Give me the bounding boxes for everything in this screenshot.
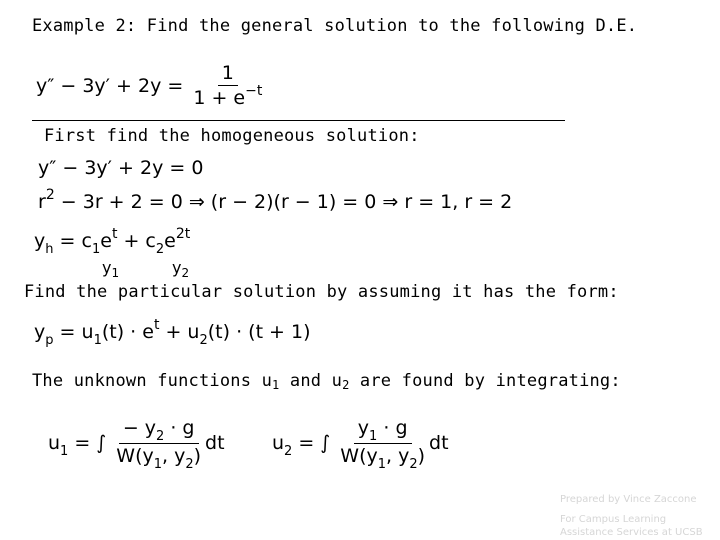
- yh-label-y1: [102, 258, 120, 280]
- u2-den-b: , y: [386, 445, 410, 467]
- yp-term1-exponent: t: [153, 317, 160, 333]
- u2-den-a-sub: 1: [377, 457, 387, 472]
- credit-line-2: For Campus Learning: [560, 514, 667, 525]
- yh-equals-c: = c: [53, 230, 92, 252]
- unknown-text-part2: are found by integrating:: [349, 371, 621, 391]
- de-den-exponent: −t: [245, 83, 263, 99]
- y2-label-sub: 2: [181, 266, 190, 280]
- yh-y: y: [34, 230, 46, 252]
- homogeneous-equation: y″ − 3y′ + 2y = 0: [38, 157, 204, 179]
- yh-c1-subscript: 1: [91, 242, 101, 257]
- u2-num-b: · g: [377, 417, 408, 439]
- u1-subscript: 1: [60, 444, 69, 459]
- unknown-text-mid: and u: [279, 371, 343, 391]
- unknown-text-sub2: 2: [342, 378, 350, 392]
- u1-integral: [48, 417, 225, 470]
- u1-den-b: , y: [162, 445, 186, 467]
- u1-num-b: · g: [164, 417, 195, 439]
- yp-term1: (t) · e: [101, 321, 154, 343]
- de-denominator: [189, 83, 266, 111]
- u1-den-a: W(y: [116, 445, 154, 467]
- u1-integral-sign: = ∫: [68, 432, 107, 454]
- u2-integral: [272, 417, 449, 470]
- u1-numerator: [119, 417, 199, 444]
- yh-plus-c: + c: [117, 230, 156, 252]
- credit-line-3: Assistance Services at UCSB: [560, 527, 703, 538]
- credit-line-1: Prepared by Vince Zaccone: [560, 494, 697, 505]
- homogeneous-solution: [34, 226, 191, 257]
- u2-num-a-sub: 1: [369, 429, 378, 444]
- yp-u1-subscript: 1: [93, 333, 102, 348]
- unknown-text-sub1: 1: [272, 378, 280, 392]
- yp-u2-subscript: 2: [199, 333, 208, 348]
- particular-heading: Find the particular solution by assuming it has the form:: [24, 282, 619, 302]
- u2-den-a: W(y: [340, 445, 378, 467]
- unknown-text-part1: The unknown functions u: [32, 371, 273, 391]
- char-r-exponent: 2: [45, 187, 55, 203]
- u2-den-c: ): [417, 445, 426, 467]
- yh-e1: e: [100, 230, 112, 252]
- unknown-functions-text: [32, 371, 621, 391]
- u1-den-c: ): [193, 445, 202, 467]
- y1-label: y: [102, 258, 112, 277]
- de-fraction: [189, 62, 266, 111]
- particular-solution-form: [34, 317, 311, 348]
- u2-integral-sign: = ∫: [292, 432, 331, 454]
- de-den-base: 1 + e: [193, 87, 246, 109]
- characteristic-equation: [38, 187, 513, 213]
- char-rest: − 3r + 2 = 0 ⇒ (r − 2)(r − 1) = 0 ⇒ r = 1, r = 2: [54, 191, 513, 213]
- u2-fraction: [336, 417, 429, 470]
- differential-equation: [36, 62, 266, 111]
- yp-subscript: p: [45, 333, 54, 348]
- de-lhs: y″ − 3y′ + 2y =: [36, 75, 184, 97]
- u2-dt: dt: [429, 432, 449, 454]
- yh-e1-exponent: t: [111, 226, 118, 242]
- u1-fraction: [112, 417, 205, 470]
- y2-label: y: [172, 258, 182, 277]
- yh-label-y2: [172, 258, 190, 280]
- yp-term2: (t) · (t + 1): [207, 321, 311, 343]
- u2-num-a: y: [357, 417, 370, 439]
- u1-num-a-sub: 2: [156, 429, 165, 444]
- yh-e2: e: [164, 230, 176, 252]
- yp-equals-u: = u: [53, 321, 94, 343]
- u2-den-b-sub: 2: [409, 457, 418, 472]
- yh-c2-subscript: 2: [155, 242, 165, 257]
- u2-numerator: [354, 417, 412, 444]
- u1-u: u: [48, 432, 61, 454]
- yp-plus-u: + u: [159, 321, 200, 343]
- u1-den-a-sub: 1: [153, 457, 163, 472]
- u1-denominator: [112, 444, 205, 470]
- y1-label-sub: 1: [111, 266, 120, 280]
- u1-num-a: − y: [122, 417, 157, 439]
- u2-u: u: [272, 432, 285, 454]
- char-r: r: [38, 191, 46, 213]
- u2-denominator: [336, 444, 429, 470]
- u2-subscript: 2: [284, 444, 293, 459]
- slide-title: Example 2: Find the general solution to the following D.E.: [32, 16, 638, 36]
- yh-e2-exponent: 2t: [175, 226, 191, 242]
- u1-den-b-sub: 2: [185, 457, 194, 472]
- yp-y: y: [34, 321, 46, 343]
- homogeneous-heading: First find the homogeneous solution:: [44, 126, 420, 146]
- de-numerator: 1: [218, 62, 238, 86]
- yh-subscript: h: [45, 242, 54, 257]
- divider-line: [32, 120, 565, 121]
- u1-dt: dt: [205, 432, 225, 454]
